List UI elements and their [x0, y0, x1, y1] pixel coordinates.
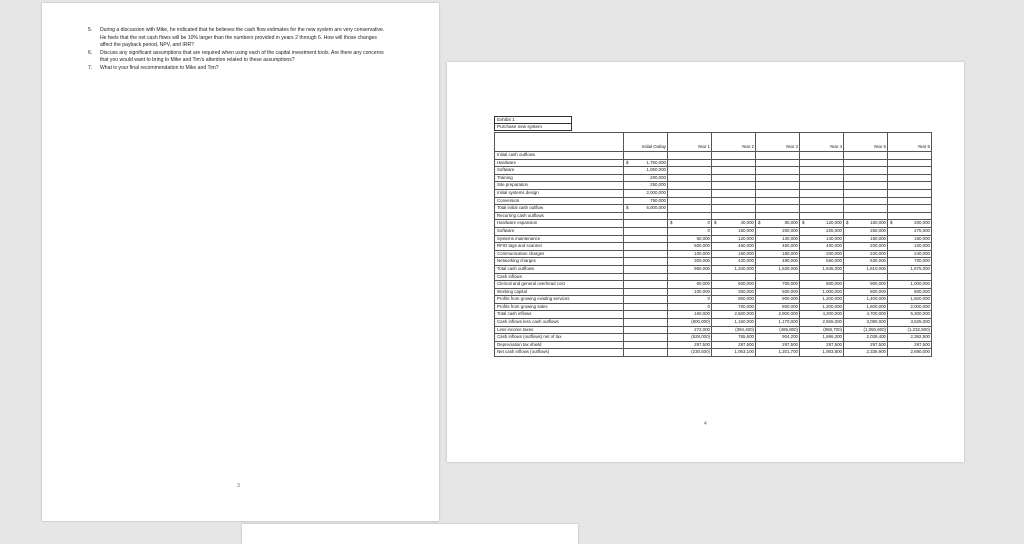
- value-cell: 160,000: [668, 311, 712, 319]
- table-row: [495, 205, 932, 213]
- row-label: Software: [495, 227, 624, 235]
- value-cell: 600,000: [712, 281, 756, 289]
- value-cell: 200,000: [756, 227, 800, 235]
- currency-symbol: $: [846, 220, 849, 226]
- value-cell: [624, 159, 668, 167]
- question-text: Discuss any significant assumptions that are required when using each of the capital investment tools. Are there any concerns that you would want to bring to Mike and Tim's attention related to these assumptions?: [100, 49, 384, 64]
- value-cell: [668, 220, 712, 228]
- value-cell: 200,000: [800, 250, 844, 258]
- row-label: Profits from growing existing services: [495, 296, 624, 304]
- value-cell: [844, 152, 888, 160]
- row-label: Communication charges: [495, 250, 624, 258]
- table-row: [495, 243, 932, 251]
- value-cell: 800,000: [800, 281, 844, 289]
- value-cell: 1,170,000: [756, 319, 800, 327]
- value-cell: 300,000: [712, 288, 756, 296]
- value-cell: 297,500: [800, 341, 844, 349]
- row-label: Hardware expansion: [495, 220, 624, 228]
- value-cell: [624, 303, 668, 311]
- question-number: 5.: [88, 27, 93, 33]
- column-header: Initial Outlay: [624, 133, 668, 152]
- currency-value: [713, 220, 754, 227]
- exhibit-title: Exhibit 1: [494, 116, 572, 123]
- value-cell: 1,610,000: [844, 265, 888, 273]
- value-cell: 297,500: [756, 341, 800, 349]
- value-cell: [800, 205, 844, 213]
- value-cell: 0: [668, 227, 712, 235]
- value-cell: (394,400): [712, 326, 756, 334]
- value-cell: [800, 174, 844, 182]
- table-row: [495, 326, 932, 334]
- value-cell: 3,625,000: [888, 319, 932, 327]
- value-cell: 2,392,500: [888, 334, 932, 342]
- value-cell: 150,000: [712, 227, 756, 235]
- value-cell: 160,000: [712, 250, 756, 258]
- table-row: [495, 296, 932, 304]
- value-cell: 140,000: [800, 235, 844, 243]
- row-label: Clerical and general overhead cost: [495, 281, 624, 289]
- value-cell: [756, 182, 800, 190]
- row-label: Training: [495, 174, 624, 182]
- column-header: Year 1: [668, 133, 712, 152]
- document-page-4: [447, 62, 964, 462]
- table-row: [495, 265, 932, 273]
- value-cell: [800, 220, 844, 228]
- value-cell: 1,340,000: [712, 265, 756, 273]
- currency-value: [669, 220, 710, 227]
- row-label: Hardware: [495, 159, 624, 167]
- row-label: Recurring cash outflows: [495, 212, 624, 220]
- value-cell: [756, 174, 800, 182]
- value-cell: [800, 189, 844, 197]
- value-cell: [756, 220, 800, 228]
- row-label: Cash inflows (outflows) net of tax: [495, 334, 624, 342]
- value-cell: [624, 258, 668, 266]
- value-cell: 2,039,400: [844, 334, 888, 342]
- value-cell: 2,900,000: [756, 311, 800, 319]
- value-cell: 1,000,000: [888, 281, 932, 289]
- value-cell: 2,500,000: [712, 311, 756, 319]
- row-label: Systems maintenance: [495, 235, 624, 243]
- value-cell: [668, 205, 712, 213]
- row-label: Total cash inflows: [495, 311, 624, 319]
- table-header-row: [495, 133, 932, 152]
- value-cell: [844, 273, 888, 281]
- value-cell: 1,500,000: [888, 296, 932, 304]
- column-header: Year 5: [844, 133, 888, 152]
- value-cell: (465,800): [756, 326, 800, 334]
- value-cell: 1,063,100: [712, 349, 756, 357]
- value-cell: [624, 319, 668, 327]
- value-cell: 60,000: [668, 235, 712, 243]
- value-cell: [844, 212, 888, 220]
- value-cell: 1,686,300: [800, 334, 844, 342]
- row-label: Cash inflows less cash outflows: [495, 319, 624, 327]
- currency-symbol: $: [714, 220, 717, 226]
- currency-symbol: $: [626, 205, 629, 211]
- value-cell: [712, 174, 756, 182]
- row-label: Depreciation tax shield: [495, 341, 624, 349]
- value-cell: 272,000: [668, 326, 712, 334]
- currency-amount: 6,000,000: [646, 205, 666, 211]
- currency-value: [757, 220, 798, 227]
- value-cell: [624, 341, 668, 349]
- table-row: [495, 189, 932, 197]
- currency-value: [625, 160, 666, 167]
- value-cell: [624, 288, 668, 296]
- value-cell: [712, 220, 756, 228]
- value-cell: [888, 167, 932, 175]
- value-cell: [624, 227, 668, 235]
- value-cell: 630,000: [844, 258, 888, 266]
- value-cell: 200,000: [844, 243, 888, 251]
- value-cell: 500,000: [756, 288, 800, 296]
- value-cell: [756, 212, 800, 220]
- table-row: [495, 258, 932, 266]
- row-label: Cash inflows: [495, 273, 624, 281]
- question-number: 6.: [88, 49, 93, 56]
- value-cell: [800, 152, 844, 160]
- value-cell: [668, 182, 712, 190]
- value-cell: 2,336,900: [844, 349, 888, 357]
- value-cell: [756, 273, 800, 281]
- page-number-3: 3: [237, 483, 240, 489]
- row-label: Site preparation: [495, 182, 624, 190]
- value-cell: [888, 182, 932, 190]
- value-cell: [888, 220, 932, 228]
- value-cell: [800, 197, 844, 205]
- value-cell: 800,000: [888, 288, 932, 296]
- currency-amount: 1,750,000: [646, 159, 666, 165]
- value-cell: [624, 235, 668, 243]
- value-cell: 560,000: [800, 258, 844, 266]
- value-cell: 200,000: [624, 174, 668, 182]
- value-cell: 150,000: [844, 235, 888, 243]
- value-cell: 800,000: [756, 303, 800, 311]
- table-row: [495, 311, 932, 319]
- value-cell: [844, 205, 888, 213]
- currency-symbol: $: [670, 220, 673, 226]
- value-cell: [844, 182, 888, 190]
- value-cell: 160,000: [888, 235, 932, 243]
- value-cell: 100,000: [888, 243, 932, 251]
- value-cell: [624, 220, 668, 228]
- value-cell: [624, 311, 668, 319]
- value-cell: 3,090,000: [844, 319, 888, 327]
- question-number: 7.: [88, 64, 93, 71]
- value-cell: [888, 152, 932, 160]
- value-cell: [712, 189, 756, 197]
- value-cell: 450,000: [756, 243, 800, 251]
- currency-symbol: $: [802, 220, 805, 226]
- value-cell: [668, 273, 712, 281]
- table-row: [495, 159, 932, 167]
- value-cell: 900,000: [756, 296, 800, 304]
- value-cell: 297,500: [888, 341, 932, 349]
- currency-amount: 80,000: [784, 220, 798, 226]
- value-cell: [712, 212, 756, 220]
- currency-value: [625, 205, 666, 212]
- row-label: Profits from growing sales: [495, 303, 624, 311]
- value-cell: [712, 197, 756, 205]
- value-cell: 1,600,000: [844, 303, 888, 311]
- row-label: Conversion: [495, 197, 624, 205]
- value-cell: [888, 174, 932, 182]
- value-cell: 250,000: [844, 227, 888, 235]
- value-cell: [844, 197, 888, 205]
- value-cell: [624, 349, 668, 357]
- value-cell: [624, 243, 668, 251]
- table-row: [495, 152, 932, 160]
- value-cell: [624, 250, 668, 258]
- value-cell: [888, 189, 932, 197]
- exhibit-subtitle: Purchase new system: [494, 123, 572, 131]
- value-cell: 0: [668, 296, 712, 304]
- row-label: Working capital: [495, 288, 624, 296]
- currency-amount: 40,000: [740, 220, 754, 226]
- table-row: [495, 341, 932, 349]
- value-cell: [756, 167, 800, 175]
- value-cell: [668, 159, 712, 167]
- value-cell: 100,000: [668, 288, 712, 296]
- value-cell: 0: [668, 303, 712, 311]
- currency-value: [801, 220, 842, 227]
- row-label: RFID tags and scanner: [495, 243, 624, 251]
- value-cell: [800, 182, 844, 190]
- value-cell: 1,160,000: [712, 319, 756, 327]
- value-cell: 5,300,000: [888, 311, 932, 319]
- value-cell: 1,645,000: [800, 265, 844, 273]
- table-row: [495, 235, 932, 243]
- value-cell: 240,000: [888, 250, 932, 258]
- value-cell: 275,000: [888, 227, 932, 235]
- value-cell: 130,000: [756, 235, 800, 243]
- table-row: [495, 250, 932, 258]
- value-cell: 4,700,000: [844, 311, 888, 319]
- value-cell: 1,000,000: [800, 288, 844, 296]
- value-cell: 750,000: [624, 197, 668, 205]
- table-row: [495, 182, 932, 190]
- value-cell: 450,000: [712, 243, 756, 251]
- value-cell: 220,000: [844, 250, 888, 258]
- column-header: Year 2: [712, 133, 756, 152]
- value-cell: [624, 273, 668, 281]
- value-cell: 297,500: [844, 341, 888, 349]
- table-row: [495, 319, 932, 327]
- value-cell: 225,000: [800, 227, 844, 235]
- value-cell: 1,201,700: [756, 349, 800, 357]
- row-label: Networking charges: [495, 258, 624, 266]
- table-row: [495, 303, 932, 311]
- value-cell: 900,000: [712, 296, 756, 304]
- table-row: [495, 220, 932, 228]
- row-label: Initial systems design: [495, 189, 624, 197]
- value-cell: (1,232,500): [888, 326, 932, 334]
- value-cell: [844, 159, 888, 167]
- currency-amount: 120,000: [826, 220, 842, 226]
- value-cell: [756, 205, 800, 213]
- page-number-4: 4: [704, 421, 707, 427]
- value-cell: 700,000: [888, 258, 932, 266]
- value-cell: [800, 273, 844, 281]
- value-cell: 1,530,000: [756, 265, 800, 273]
- value-cell: 1,400,000: [844, 296, 888, 304]
- value-cell: 960,000: [668, 265, 712, 273]
- value-cell: [844, 174, 888, 182]
- value-cell: [624, 296, 668, 304]
- value-cell: [624, 212, 668, 220]
- table-row: [495, 349, 932, 357]
- value-cell: 904,200: [756, 334, 800, 342]
- value-cell: [844, 189, 888, 197]
- value-cell: 700,000: [712, 303, 756, 311]
- value-cell: [712, 205, 756, 213]
- exhibit-1: [494, 116, 932, 357]
- table-row: [495, 167, 932, 175]
- value-cell: [888, 212, 932, 220]
- value-cell: 490,000: [756, 258, 800, 266]
- value-cell: 2,690,000: [888, 349, 932, 357]
- value-cell: [888, 205, 932, 213]
- value-cell: 420,000: [712, 258, 756, 266]
- value-cell: 297,500: [668, 341, 712, 349]
- value-cell: 1,200,000: [800, 296, 844, 304]
- column-header: Year 4: [800, 133, 844, 152]
- value-cell: 300,000: [668, 258, 712, 266]
- value-cell: [844, 220, 888, 228]
- value-cell: 250,000: [624, 182, 668, 190]
- table-row: [495, 273, 932, 281]
- value-cell: (800,000): [668, 319, 712, 327]
- value-cell: [624, 281, 668, 289]
- table-row: [495, 281, 932, 289]
- value-cell: [668, 212, 712, 220]
- value-cell: [756, 152, 800, 160]
- question-text: What is your final recommendation to Mike and Tim?: [100, 64, 219, 71]
- currency-amount: 160,000: [870, 220, 886, 226]
- value-cell: [668, 174, 712, 182]
- row-label: Total initial cash outflow: [495, 205, 624, 213]
- value-cell: (528,000): [668, 334, 712, 342]
- value-cell: [668, 152, 712, 160]
- value-cell: [888, 273, 932, 281]
- value-cell: 500,000: [668, 243, 712, 251]
- row-label: Net cash inflows (outflows): [495, 349, 624, 357]
- currency-amount: 0: [707, 220, 710, 226]
- currency-amount: 200,000: [914, 220, 930, 226]
- value-cell: [624, 326, 668, 334]
- question-item: [88, 65, 388, 73]
- value-cell: (1,050,600): [844, 326, 888, 334]
- value-cell: [624, 205, 668, 213]
- value-cell: [756, 189, 800, 197]
- column-header: Year 6: [888, 133, 932, 152]
- value-cell: 2,555,000: [800, 319, 844, 327]
- value-cell: [756, 197, 800, 205]
- value-cell: 100,000: [668, 250, 712, 258]
- value-cell: [712, 167, 756, 175]
- table-row: [495, 334, 932, 342]
- currency-value: [845, 220, 886, 227]
- table-row: [495, 227, 932, 235]
- value-cell: (868,700): [800, 326, 844, 334]
- value-cell: [712, 152, 756, 160]
- question-list: [88, 27, 388, 73]
- value-cell: [800, 212, 844, 220]
- value-cell: 700,000: [756, 281, 800, 289]
- table-row: [495, 197, 932, 205]
- value-cell: [668, 197, 712, 205]
- value-cell: [624, 265, 668, 273]
- table-row: [495, 288, 932, 296]
- value-cell: 1,050,000: [624, 167, 668, 175]
- value-cell: [800, 159, 844, 167]
- question-item: [88, 50, 388, 65]
- value-cell: 180,000: [756, 250, 800, 258]
- value-cell: 800,000: [844, 288, 888, 296]
- value-cell: [712, 273, 756, 281]
- value-cell: 60,000: [668, 281, 712, 289]
- value-cell: 120,000: [712, 235, 756, 243]
- value-cell: 2,000,000: [624, 189, 668, 197]
- value-cell: [712, 182, 756, 190]
- currency-symbol: $: [890, 220, 893, 226]
- row-label: Total cash outflows: [495, 265, 624, 273]
- value-cell: [888, 197, 932, 205]
- value-cell: 1,675,000: [888, 265, 932, 273]
- value-cell: [624, 152, 668, 160]
- value-cell: [668, 167, 712, 175]
- value-cell: 2,000,000: [888, 303, 932, 311]
- row-label: Initial cash outflows: [495, 152, 624, 160]
- value-cell: [624, 334, 668, 342]
- header-blank-cell: [495, 133, 624, 152]
- value-cell: (230,500): [668, 349, 712, 357]
- value-cell: 400,000: [800, 243, 844, 251]
- column-header: Year 3: [756, 133, 800, 152]
- table-row: [495, 174, 932, 182]
- question-item: [88, 27, 388, 50]
- question-text: During a discussion with Mike, he indicated that he believes the cash flow estimates for the new system are very conservative. He feels that the net cash flows will be 10% larger than the numbers provided in years 2 through 6. How will those changes affect the payback period, NPV, and IRR?: [100, 27, 385, 49]
- value-cell: 1,983,800: [800, 349, 844, 357]
- currency-value: [889, 220, 930, 227]
- value-cell: [888, 159, 932, 167]
- currency-symbol: $: [758, 220, 761, 226]
- value-cell: [756, 159, 800, 167]
- value-cell: 900,000: [844, 281, 888, 289]
- row-label: Software: [495, 167, 624, 175]
- value-cell: [800, 167, 844, 175]
- value-cell: [844, 167, 888, 175]
- value-cell: 297,500: [712, 341, 756, 349]
- cash-flow-table: [494, 132, 932, 357]
- value-cell: 1,200,000: [800, 303, 844, 311]
- document-page-5: [242, 524, 578, 544]
- document-page-3: [42, 3, 439, 521]
- table-row: [495, 212, 932, 220]
- currency-symbol: $: [626, 159, 629, 165]
- row-label: Less income taxes: [495, 326, 624, 334]
- value-cell: 4,200,000: [800, 311, 844, 319]
- value-cell: 765,600: [712, 334, 756, 342]
- value-cell: [712, 159, 756, 167]
- value-cell: [668, 189, 712, 197]
